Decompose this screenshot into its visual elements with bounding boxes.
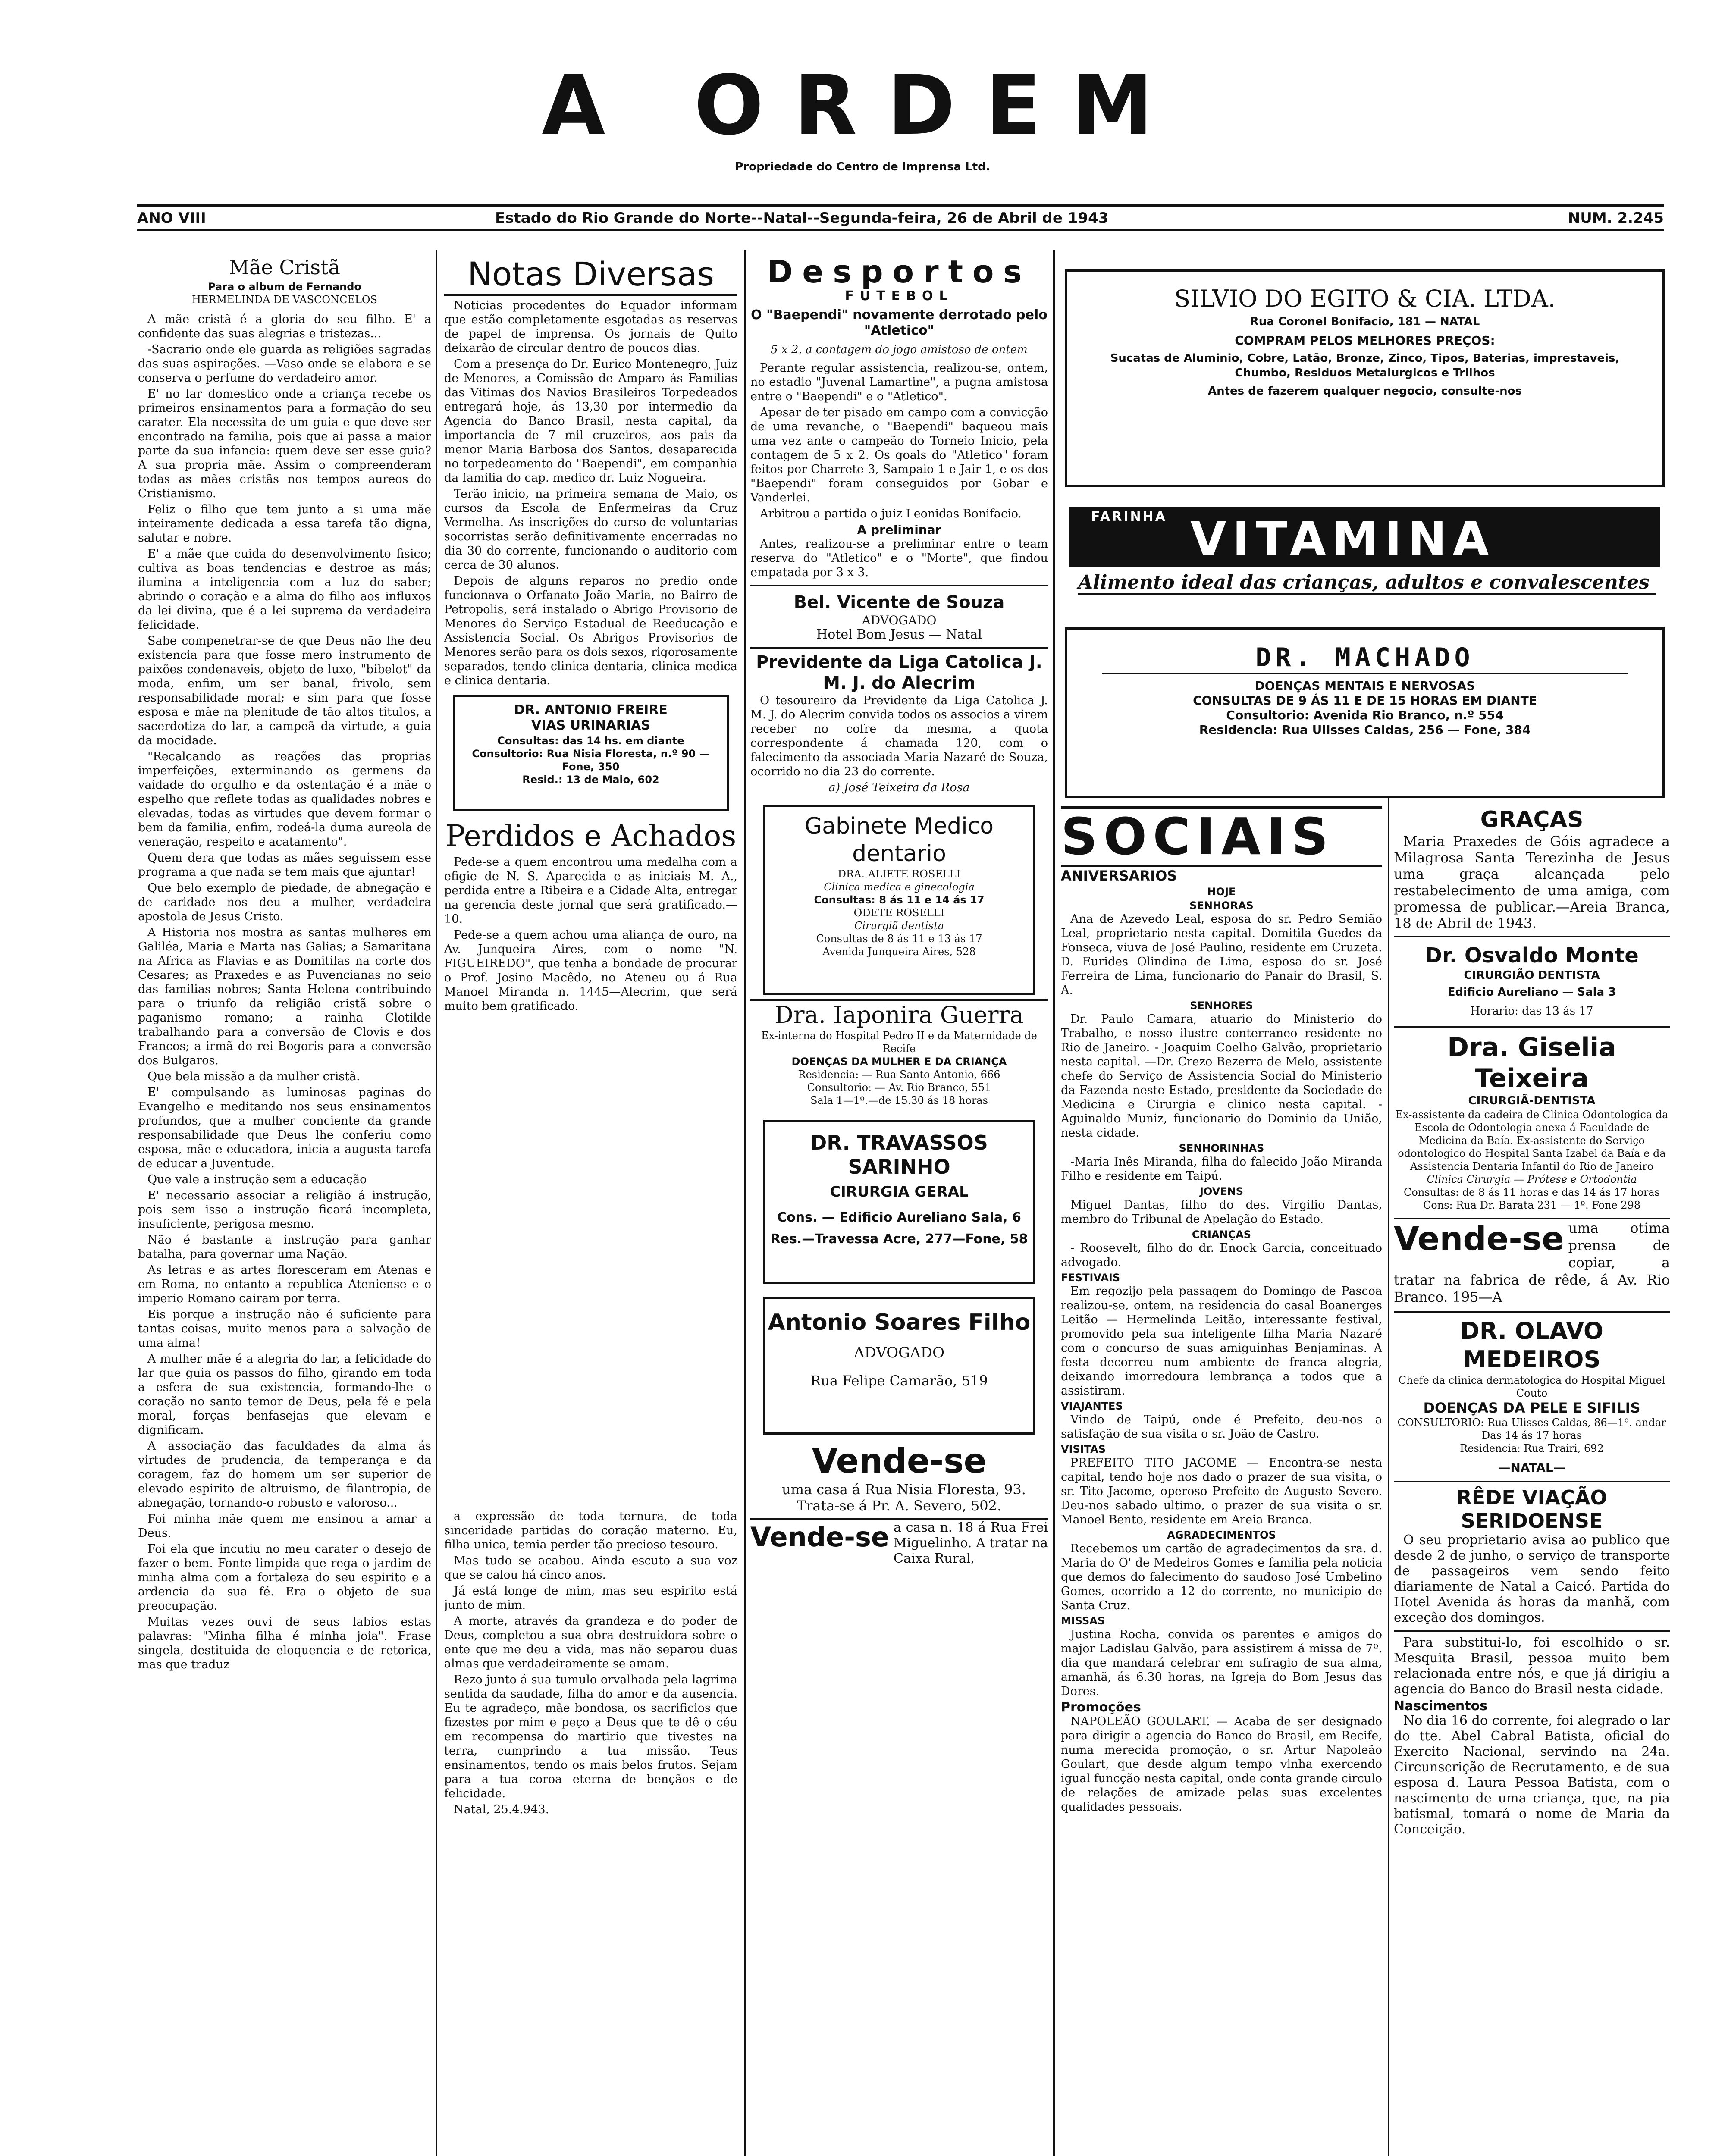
freire-line: Consultas: das 14 hs. em diante <box>497 735 684 747</box>
gab-line: Avenida Junqueira Aires, 528 <box>822 946 976 958</box>
preliminar-title: A preliminar <box>857 523 941 537</box>
sociais-section-text: Ana de Azevedo Leal, esposa do sr. Pedro Semião Leal, proprietario nesta capital. Domitila Guedes da Fonseca, viuva de José Paulino, residente em Cruzeta. D. Eurides Olindina de Lima, esposa do sr. José Ferreira de Lima, funcionario do Panair do Brasil, S. A. <box>1061 912 1382 997</box>
paragraph: E' no lar domestico onde a criança recebe os primeiros ensinamentos para a formação do seu carater. Ela necessita de um guia e que deve ser encontrado na familia, pois que ai passa a maior parte da sua infancia: quem deve ser esse guia? A sua propria mãe. Assim o compreenderam todas as mães cristãs nos tempos aureos do Cristianismo. <box>138 387 431 500</box>
nasc-text: No dia 16 do corrente, foi alegrado o lar do tte. Abel Cabral Batista, oficial do Exercito Nacional, servindo na 24a. Circunscrição de Recrutamento, e de sua esposa d. Laura Pessoa Batista, com o nascimento de uma criança, que, na pia batismal, tomará o nome de Maria da Conceição. <box>1394 1713 1670 1837</box>
paragraph: A Historia nos mostra as santas mulheres em Galiléa, Maria e Marta nas Galias; a Samaritana na Africa as Flavias e as Domitilas na corte dos Cesares; as Praxedes e as Puvencianas no seio das familias nobres; Santa Helena contribuindo para o triunfo da religião cristã sobre o paganismo romano; a rainha Clotilde trabalhando para a conversão de Clovis e dos Francos; a irmã do rei Bogoris para a conversão dos Bulgaros. <box>138 926 431 1067</box>
sociais-section-heading: SENHORAS <box>1189 899 1254 912</box>
iaponira-name: Dra. Iaponira Guerra <box>750 999 1048 1029</box>
vitamina-small: FARINHA <box>1091 509 1167 524</box>
column-sociais <box>1061 806 1382 2156</box>
olavo-line: CONSULTORIO: Rua Ulisses Caldas, 86—1º. andar <box>1397 1416 1666 1429</box>
author: HERMELINDA DE VASCONCELOS <box>191 294 378 306</box>
vende2-title: Vende-se <box>750 1521 889 1553</box>
vende3-text: uma otima prensa de copiar, a tratar na fabrica de rêde, á Av. Rio Branco. 195—A <box>1394 1220 1670 1305</box>
article-title: Mãe Cristã <box>229 256 340 279</box>
nasc-title: Nascimentos <box>1394 1698 1488 1714</box>
giselia-text: Ex-assistente da cadeira de Clinica Odontologica da Escola de Odontologia anexa á Faculdade de Medicina da Baía. Ex-assistente do Serviço odontologico do Hospital Santa Izabel da Baía e da Assistencia Dentaria Infantil do Rio de Janeiro <box>1395 1109 1669 1172</box>
paragraph: Pede-se a quem encontrou uma medalha com a efigie de N. S. Aparecida e as iniciais M. A., perdida entre a Ribeira e a Cidade Alta, entregar na gerencia deste jornal que será gratificado.—10. <box>444 856 737 926</box>
paragraph: Perante regular assistencia, realizou-se, ontem, no estadio "Juvenal Lamartine", a pugna amistosa entre o "Baependi" e o "Atletico". <box>750 361 1048 403</box>
paragraph: Que vale a instrução sem a educação <box>147 1173 367 1186</box>
paragraph: Muitas vezes ouvi de seus labios estas palavras: "Minha filha é minha joia". Frase singela, destituida de eloquencia e de retorica, mas que traduz <box>138 1615 431 1671</box>
paragraph: Depois de alguns reparos no predio onde funcionava o Orfanato João Maria, no Bairro de Petropolis, será instalado o Abrigo Provisorio de Menores do Serviço Estadual de Reeducação e Assistencia Social. Os Abrigos Provisorios de Menores serão para os dois sexos, rigorosamente separados, tendo clinica dentaria, clinica medica e clinica dentaria. <box>444 574 737 687</box>
column-notas <box>444 254 737 1319</box>
gab-title2: dentario <box>852 841 946 867</box>
monte-hours: Horario: das 13 ás 17 <box>1470 1005 1593 1018</box>
masthead-subtitle: Propriedade do Centro de Imprensa Ltd. <box>735 160 990 173</box>
gracas-text: Maria Praxedes de Góis agradece a Milagrosa Santa Terezinha de Jesus uma graça alcançada pelo restabelecimento de uma amiga, com promessa de publicar.—Areia Branca, 18 de Abril de 1943. <box>1394 833 1670 931</box>
agrad-text: Recebemos um cartão de agradecimentos da sra. d. Maria do O' de Medeiros Gomes e familia pela noticia que demos do falecimento do saudoso José Umbelino Gomes, ocorrido a 12 do corrente, no municipio de Santa Cruz. <box>1061 1542 1382 1612</box>
preliminar-text: Antes, realizou-se a preliminar entre o team reserva do "Atletico" e o "Morte", que findou empatada por 3 x 3. <box>750 537 1048 579</box>
paragraph: a expressão de toda ternura, de toda sinceridade partidas do coração materno. Eu, filha unica, temia perder tão precioso tesouro. <box>444 1510 737 1551</box>
paragraph: A associação das faculdades da alma ás virtudes de prudencia, da temperança e da coragem, faz do homem um ser superior de elevado espirito de altruismo, de filantropia, de abnegação, tornando-o robusto e valoroso... <box>138 1439 431 1510</box>
giselia-role: CIRURGIÃ-DENTISTA <box>1468 1094 1596 1107</box>
gab-line: Cirurgiã dentista <box>854 920 944 932</box>
gab-line: ODETE ROSELLI <box>853 907 945 919</box>
trav-name: DR. TRAVASSOS SARINHO <box>810 1131 988 1178</box>
promo-title: Promoções <box>1061 1700 1141 1715</box>
travassos-ad <box>763 1120 1035 1284</box>
vitamina-ad <box>1070 507 1660 617</box>
desportos-deck: 5 x 2, a contagem do jogo amistoso de ontem <box>771 343 1028 356</box>
paragraph: A mãe cristã é a gloria do seu filho. E' a confidente das suas alegrias e tristezas... <box>138 313 431 340</box>
paragraph: Apesar de ter pisado em campo com a convicção de uma revanche, o "Baependi" baqueou mais uma vez ante o campeão do Torneio Inicio, pela contagem de 5 x 2. Os goals do "Atletico" foram feitos por Charrete 3, Sampaio 1 e Jair 1, e os dos "Baependi" foram conseguidos por Gobar e Vanderlei. <box>750 406 1048 505</box>
olavo-line: Das 14 ás 17 horas <box>1481 1429 1582 1442</box>
souza-name: Bel. Vicente de Souza <box>794 592 1005 612</box>
dedication: Para o album de Fernando <box>208 281 361 293</box>
silvio-buy: COMPRAM PELOS MELHORES PREÇOS: <box>1235 333 1495 348</box>
vende-text: uma casa á Rua Nisia Floresta, 93. Trata-se á Pr. A. Severo, 502. <box>782 1481 1026 1514</box>
festivais-title: FESTIVAIS <box>1061 1272 1120 1284</box>
souza-role: ADVOGADO <box>862 613 937 627</box>
iap-line: Ex-interna do Hospital Pedro II e da Maternidade de Recife <box>761 1030 1037 1055</box>
monte-name: Dr. Osvaldo Monte <box>1425 943 1639 968</box>
paragraph: A mulher mãe é a alegria do lar, a felicidade do lar que guia os passos do filho, girando em toda a esfera de sua existencia, formando-lhe o coração no santo temor de Deus, pela fé e pela moral, forças benfasejas que elevam e dignificam. <box>138 1352 431 1437</box>
aniversarios: ANIVERSARIOS <box>1061 868 1177 884</box>
paragraph: "Recalcando as reações das proprias imperfeições, exterminando os germens da vaidade do orgulho e da ostentação é a mãe o espelho que reflete todas as qualidades nobres e elevadas, todas as virtudes que devem formar o bem da familia, enfim, rodeá-la duma aureola de veneração, respeito e acatamento". <box>138 750 431 849</box>
hoje: HOJE <box>1207 886 1236 898</box>
vende3-title: Vende-se <box>1394 1219 1564 1258</box>
gab-line: DRA. ALIETE ROSELLI <box>837 868 961 880</box>
missas-text: Justina Rocha, convida os parentes e amigos do major Ladislau Galvão, para assistirem á missa de 7º. dia que mandará celebrar em sufragio de sua alma, amanhã, ás 6.30 horas, na Igreja do Bom Jesus das Dores. <box>1061 1628 1382 1698</box>
issue-number: NUM. 2.245 <box>1568 210 1664 227</box>
paragraph: Que belo exemplo de piedade, de abnegação e de caridade nos deu a mulher, verdadeira apostola de Jesus Cristo. <box>138 881 431 923</box>
liga-text: O tesoureiro da Previdente da Liga Catolica J. M. J. do Alecrim convida todos os associos a virem receber no cofre da mesma, a quota correspondente á chamada 120, com o falecimento da associada Maria Nazaré de Souza, ocorrido no dia 23 do corrente. <box>750 694 1048 778</box>
silvio-items: Sucatas de Aluminio, Cobre, Latão, Bronze, Zinco, Tipos, Baterias, imprestaveis, Chumbo, Residuos Metalurgicos e Trilhos <box>1110 352 1620 379</box>
iap-line: DOENÇAS DA MULHER E DA CRIANÇA <box>791 1056 1007 1068</box>
gab-title: Gabinete Medico <box>804 813 994 839</box>
paragraph: Pede-se a quem achou uma aliança de ouro, na Av. Junqueira Aires, com o nome "N. FIGUEIREDO", que tenha a bondade de procurar o Prof. Josino Macêdo, no Ateneu ou á Rua Manoel Miranda n. 1445—Alecrim, que será muito bem gratificado. <box>444 928 737 1013</box>
column-far-right <box>1394 806 1670 2156</box>
sociais-section-heading: SENHORINHAS <box>1179 1142 1264 1154</box>
article-mae-crista <box>138 254 431 2156</box>
vende-title: Vende-se <box>812 1442 987 1481</box>
paragraph: Mas tudo se acabou. Ainda escuto a sua voz que se calou há cinco anos. <box>444 1554 737 1582</box>
trav-line: Cons. — Edificio Aureliano Sala, 6 <box>777 1210 1021 1225</box>
paragraph: Feliz o filho que tem junto a si uma mãe inteiramente dedicada a essa tarefa tão digna, salutar e nobre. <box>138 503 431 545</box>
rede-title: RÊDE VIAÇÃO SERIDOENSE <box>1394 1481 1670 1532</box>
paragraph: Que bela missão a da mulher cristã. <box>147 1070 360 1083</box>
perdidos-title: Perdidos e Achados <box>445 819 737 853</box>
soares-name: Antonio Soares Filho <box>768 1310 1031 1335</box>
missas-title: MISSAS <box>1061 1615 1105 1627</box>
rede-text: O seu proprietario avisa ao publico que desde 2 de junho, o serviço de transporte de passageiros vem sendo feito diariamente de Natal a Caicó. Partida do Hotel Avenida ás horas da manhã, com exceção dos domingos. <box>1394 1532 1670 1625</box>
paragraph: Não é bastante a instrução para ganhar batalha, para governar uma Nação. <box>138 1233 431 1261</box>
vitamina-slogan: Alimento ideal das crianças, adultos e convalescentes <box>1078 571 1656 595</box>
festivais-text: Em regozijo pela passagem do Domingo de Pascoa realizou-se, ontem, na residencia do casal Boanerges Leitão — Hermelinda Leitão, interessante festival, promovido pela sua inteligente filha Maria Nazaré com o concurso de suas amiguinhas Benjaminas. A festa decorreu num ambiente de franca alegria, deixando imorredoura lembrança a todos que a assistiram. <box>1061 1285 1382 1398</box>
freire-ad <box>453 695 729 811</box>
sociais-section-text: -Maria Inês Miranda, filha do falecido João Miranda Filho e residente em Taipú. <box>1061 1155 1382 1183</box>
paragraph: E' necessario associar a religião á instrução, pois sem isso a instrução ficará incompleta, insuficiente, perigosa mesmo. <box>138 1189 431 1231</box>
monte-addr: Edificio Aureliano — Sala 3 <box>1447 986 1616 999</box>
place-date: Estado do Rio Grande do Norte--Natal--Segunda-feira, 26 de Abril de 1943 <box>495 210 1109 227</box>
monte-role: CIRURGIÃO DENTISTA <box>1464 969 1600 982</box>
paragraph: Natal, 25.4.943. <box>454 1803 549 1816</box>
visitas-title: VISITAS <box>1061 1443 1106 1455</box>
vitamina-big: VITAMINA <box>1190 512 1495 566</box>
machado-name: DR. MACHADO <box>1102 642 1628 674</box>
iap-line: Sala 1—1º.—de 15.30 ás 18 horas <box>810 1094 988 1106</box>
olavo-line: Residencia: Rua Trairi, 692 <box>1460 1442 1604 1454</box>
gabinete-ad <box>763 805 1035 995</box>
article-continuation <box>444 1509 737 2156</box>
paragraph: Quem dera que todas as mães seguissem esse programa a que nada se tem mais que ajuntar! <box>138 851 431 879</box>
paragraph: Arbitrou a partida o juiz Leonidas Bonifacio. <box>760 507 1022 520</box>
machado-line: Consultorio: Avenida Rio Branco, n.º 554 <box>1226 708 1504 722</box>
masthead-title: A ORDEM <box>542 58 1183 153</box>
olavo-name: DR. OLAVO MEDEIROS <box>1460 1317 1603 1373</box>
gab-line: Clinica medica e ginecologia <box>824 881 975 893</box>
liga-title: Previdente da Liga Catolica J. M. J. do Alecrim <box>756 652 1042 693</box>
giselia-addr: Cons: Rua Dr. Barata 231 — 1º. Fone 298 <box>1423 1199 1641 1211</box>
giselia-name: Dra. Giselia Teixeira <box>1447 1032 1616 1094</box>
gab-line: Consultas de 8 ás 11 e 13 ás 17 <box>816 933 982 945</box>
paragraph: As letras e as artes floresceram em Atenas e em Roma, no entanto a republica Ateniense e o imperio Romano cairam por terra. <box>138 1263 431 1305</box>
freire-spec: VIAS URINARIAS <box>531 718 650 733</box>
gracas-title: GRAÇAS <box>1480 807 1584 833</box>
machado-ad <box>1065 627 1665 798</box>
freire-line: Consultorio: Rua Nisia Floresta, n.º 90 — Fone, 350 <box>472 748 710 773</box>
sociais-title: SOCIAIS <box>1061 806 1382 867</box>
machado-line: CONSULTAS DE 9 ÁS 11 E DE 15 HORAS EM DIANTE <box>1193 693 1537 708</box>
machado-line: DOENÇAS MENTAIS E NERVOSAS <box>1255 679 1475 693</box>
paragraph: Foi minha mãe quem me ensinou a amar a Deus. <box>138 1512 431 1540</box>
sociais-section-text: - Roosevelt, filho do dr. Enock Garcia, conceituado advogado. <box>1061 1241 1382 1269</box>
desportos-subtitle: FUTEBOL <box>845 288 953 304</box>
paragraph: Foi ela que incutiu no meu carater o desejo de fazer o bem. Fonte limpida que rega o jardim de minha alma com a fortaleza do seu espirito e a ardencia da sua fé. Era o objeto de sua preocupação. <box>138 1542 431 1613</box>
sociais-section-text: Dr. Paulo Camara, atuario do Ministerio do Trabalho, e nosso ilustre conterraneo residente no Rio de Janeiro. - Joaquim Coelho Galvão, proprietario nesta capital. —Dr. Crezo Bezerra de Melo, assistente chefe do Serviço de Assistencia Social do Ministerio da Fazenda neste Estado, presidente da Sociedade de Medicina e Cirurgia e clinico nesta capital. -Aguinaldo Muniz, funcionario do Dominio da União, nesta cidade. <box>1061 1012 1382 1140</box>
giselia-hours: Consultas: de 8 ás 11 horas e das 14 ás 17 horas <box>1404 1186 1660 1198</box>
subst-text: Para substitui-lo, foi escolhido o sr. Mesquita Brasil, pessoa muito bem relacionada entre nós, e que já dirigiu a agencia do Banco do Brasil nesta cidade. <box>1394 1635 1670 1697</box>
trav-role: CIRURGIA GERAL <box>830 1183 969 1200</box>
silvio-name: SILVIO DO EGITO & CIA. LTDA. <box>1174 285 1556 312</box>
gab-line: Consultas: 8 ás 11 e 14 ás 17 <box>814 894 985 906</box>
promo-text: NAPOLEÃO GOULART. — Acaba de ser designado para dirigir a agencia do Banco do Brasil, em Recife, numa merecida promoção, o sr. Artur Napoleão Goulart, que desde algum tempo vinha exercendo igual funcção nesta capital, onde conta grande circulo de relações de amizade pelas suas excelentes qualidades pessoais. <box>1061 1715 1382 1814</box>
desportos-title: Desportos <box>767 254 1032 290</box>
natal-separator: —NATAL— <box>1498 1460 1565 1475</box>
year-label: ANO VIII <box>137 210 206 227</box>
machado-line: Residencia: Rua Ulisses Caldas, 256 — Fone, 384 <box>1199 723 1531 737</box>
freire-line: Resid.: 13 de Maio, 602 <box>522 774 659 786</box>
olavo-line: Chefe da clinica dermatologica do Hospital Miguel Couto <box>1398 1374 1665 1399</box>
giselia-spec: Clinica Cirurgia — Prótese e Ortodontia <box>1427 1173 1637 1185</box>
desportos-headline: O "Baependi" novamente derrotado pelo "Atletico" <box>751 307 1048 338</box>
paragraph: -Sacrario onde ele guarda as religiões sagradas das suas aspirações. —Vaso onde se elabora e se conserva o perfume do verdadeiro amor. <box>138 343 431 385</box>
sociais-section-text: Miguel Dantas, filho do des. Virgilio Dantas, membro do Tribunal de Apelação do Estado. <box>1061 1198 1382 1226</box>
sociais-section-heading: JOVENS <box>1199 1185 1244 1197</box>
freire-name: DR. ANTONIO FREIRE <box>514 702 668 718</box>
dateline <box>137 204 1664 231</box>
viajantes-title: VIAJANTES <box>1061 1400 1123 1412</box>
silvio-ad <box>1065 270 1665 487</box>
paragraph: A morte, através da grandeza e do poder de Deus, completou a sua obra destruidora sobre o ente que me deu a vida, mas não separou duas almas que verdadeiramente se amam. <box>444 1614 737 1670</box>
silvio-note: Antes de fazerem qualquer negocio, consulte-nos <box>1208 385 1522 398</box>
paragraph: E' compulsando as luminosas paginas do Evangelho e meditando nos seus ensinamentos profundos, que a mulher conciente da grande responsabilidade que Deus lhe conferiu como esposa, mãe e educadora, inicia a augusta tarefa de educar a Juventude. <box>138 1086 431 1170</box>
iap-line: Consultorio: — Av. Rio Branco, 551 <box>807 1081 991 1094</box>
visitas-text: PREFEITO TITO JACOME — Encontra-se nesta capital, tendo hoje nos dado o prazer de sua visita, o sr. Tito Jacome, operoso Prefeito de Augusto Severo. Deu-nos sabado ultimo, o prazer de sua visita o sr. Manoel Bento, residente em Areia Branca. <box>1061 1456 1382 1526</box>
souza-addr: Hotel Bom Jesus — Natal <box>816 627 982 642</box>
paragraph: Já está longe de mim, mas seu espirito está junto de mim. <box>444 1584 737 1612</box>
olavo-line: DOENÇAS DA PELE E SIFILIS <box>1423 1400 1640 1416</box>
notas-title: Notas Diversas <box>444 254 737 296</box>
paragraph: Rezo junto á sua tumulo orvalhada pela lagrima sentida da saudade, filha do amor e da ausencia. Eu te agradeço, mãe bondosa, os sacrificios que fizestes por mim e peço a Deus que te dê o céu em recompensa do martirio que tivestes na terra, cumprindo a tua missão. Teus ensinamentos, tendo os mais belos frutos. Sejam para a tua coroa eterna de bençãos e de felicidade. <box>444 1673 737 1800</box>
sociais-section-heading: CRIANÇAS <box>1192 1228 1251 1241</box>
viajantes-text: Vindo de Taipú, onde é Prefeito, deu-nos a satisfação de sua visita o sr. João de Castro. <box>1061 1413 1382 1441</box>
paragraph: Eis porque a instrução não é suficiente para tantas coisas, muito menos para a salvação de uma alma! <box>138 1308 431 1350</box>
liga-signature: a) José Teixeira da Rosa <box>828 781 970 794</box>
soares-ad <box>763 1297 1035 1435</box>
soares-addr: Rua Felipe Camarão, 519 <box>810 1373 988 1389</box>
trav-line: Res.—Travessa Acre, 277—Fone, 58 <box>770 1232 1028 1247</box>
paragraph: Noticias procedentes do Equador informam que estão completamente esgotadas as reservas de papel de imprensa. Os jornais de Quito deixarão de circular dentro de poucos dias. <box>444 299 737 355</box>
agrad-title: AGRADECIMENTOS <box>1167 1529 1276 1541</box>
iap-line: Residencia: — Rua Santo Antonio, 666 <box>798 1069 1000 1081</box>
soares-role: ADVOGADO <box>854 1344 944 1361</box>
silvio-addr: Rua Coronel Bonifacio, 181 — NATAL <box>1250 315 1480 328</box>
paragraph: E' a mãe que cuida do desenvolvimento fisico; cultiva as boas tendencias e destroe as más; ilumina a inteligencia com a luz do saber; abrindo o coração e a alma do filho aos influxos da lei divina, que é a lei suprema da verdadeira felicidade. <box>138 547 431 632</box>
vende2-text: a casa n. 18 á Rua Frei Miguelinho. A tratar na Caixa Rural, <box>893 1520 1048 1566</box>
sociais-section-heading: SENHORES <box>1190 1000 1253 1012</box>
paragraph: Terão inicio, na primeira semana de Maio, os cursos da Escola de Enfermeiras da Cruz Vermelha. As inscrições do curso de voluntarias socorristas serão definitivamente encerradas no dia 30 do corrente, funcionando o auditorio com cerca de 30 alunos. <box>444 487 737 572</box>
column-desportos <box>750 254 1048 2156</box>
paragraph: Com a presença do Dr. Eurico Montenegro, Juiz de Menores, a Comissão de Amparo ás Familias das Vitimas dos Navios Brasileiros Torpedeados entregará hoje, ás 13,30 por intermedio da Agencia do Banco Brasil, nesta capital, da importancia de 7 mil cruzeiros, aos pais da menor Maria Barbosa dos Santos, desaparecida no torpedeamento do "Baependi", em companhia da familia do cap. medico dr. Luiz Nogueira. <box>444 357 737 485</box>
paragraph: Sabe compenetrar-se de que Deus não lhe deu existencia para que fosse mero instrumento de paixões condenaveis, objeto de luxo, "bibelot" da moda, enfim, um ser banal, frivolo, sem responsabilidade moral; e sim para que fosse esposa e mãe na plenitude de tão altos titulos, a sacerdotiza do lar, a campeã da virtude, a guia da mocidade. <box>138 634 431 747</box>
